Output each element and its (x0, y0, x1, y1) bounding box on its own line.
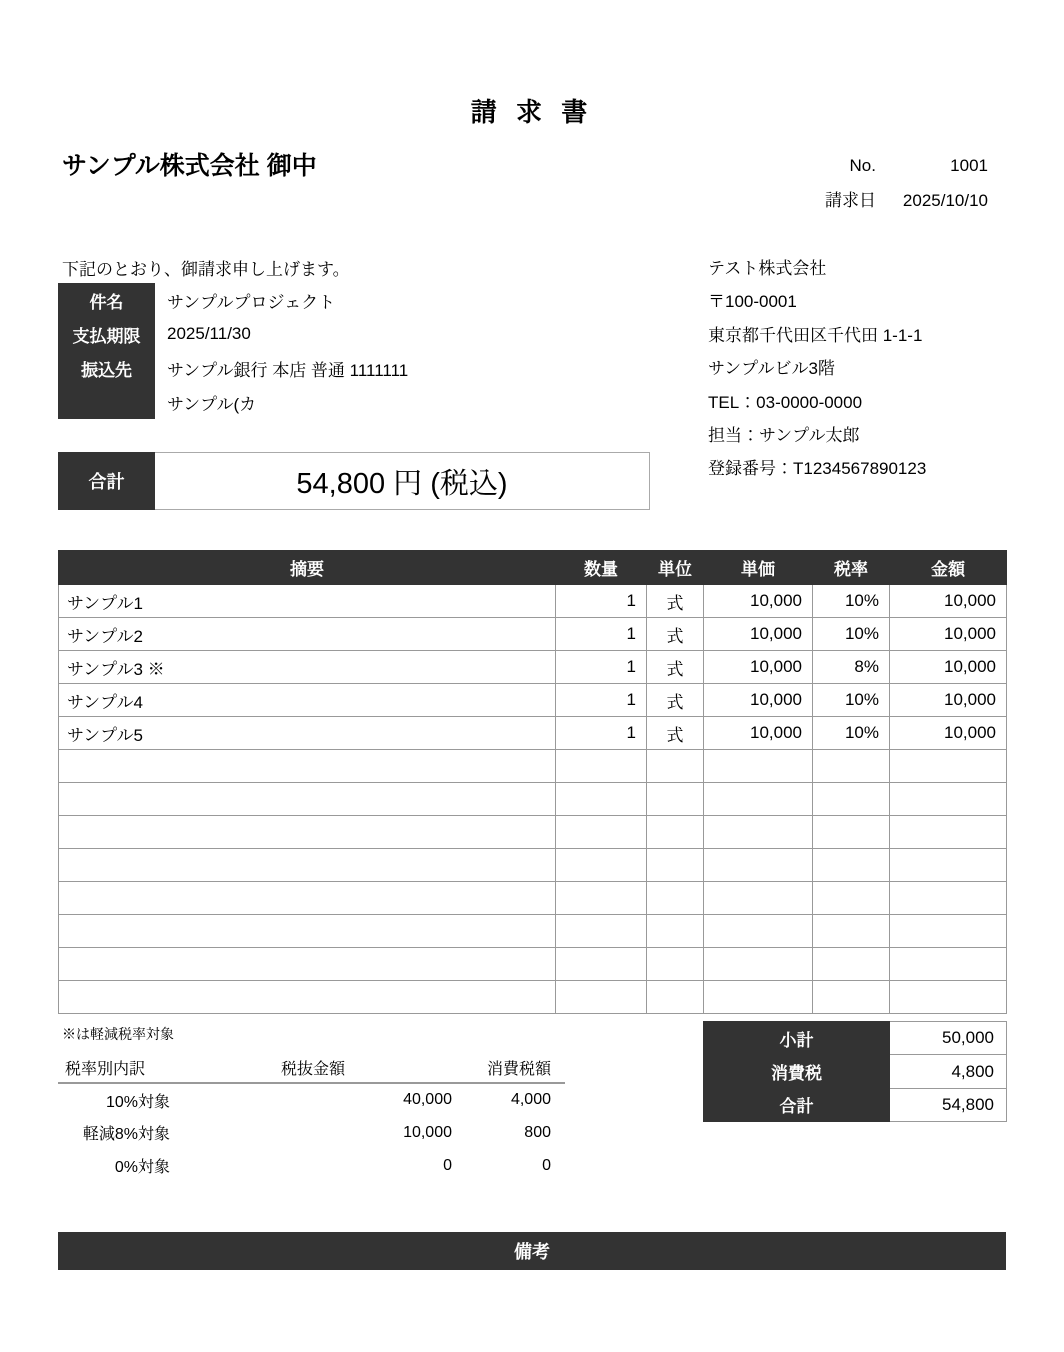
table-row-empty (59, 981, 1007, 1014)
table-cell-empty (890, 981, 1007, 1014)
table-cell-empty (890, 849, 1007, 882)
invoice-no-label: No. (849, 156, 876, 175)
table-cell-empty (890, 915, 1007, 948)
tax-row-reduced-8pct (58, 1116, 565, 1149)
cell-unit-price: 10,000 (704, 684, 813, 717)
tax-breakdown-header-row (58, 1053, 565, 1083)
table-cell-empty (813, 816, 890, 849)
doc-meta (825, 148, 988, 218)
cell-unit-price: 10,000 (704, 618, 813, 651)
invoice-info-table (58, 283, 615, 419)
table-cell-empty (813, 981, 890, 1014)
cell-tax-rate: 10% (813, 684, 890, 717)
table-row-empty (59, 849, 1007, 882)
page-title: 請 求 書 (470, 97, 594, 127)
issuer-contact-person: 担当：サンプル太郎 (708, 425, 860, 445)
table-cell-empty (647, 915, 704, 948)
table-cell-empty (890, 948, 1007, 981)
grand-total-box (58, 452, 650, 510)
consumption-tax-value: 4,800 (890, 1055, 1007, 1088)
summary-row-total (704, 1088, 1007, 1121)
table-cell-empty (556, 948, 647, 981)
cell-tax-rate: 10% (813, 618, 890, 651)
issuer-address-line1: 東京都千代田区千代田 1-1-1 (708, 325, 923, 345)
table-row-empty (59, 783, 1007, 816)
tax-10pct-tax: 4,000 (510, 1091, 551, 1108)
cell-unit: 式 (647, 684, 704, 717)
cell-description: サンプル1 (59, 585, 556, 618)
cell-description: サンプル4 (59, 684, 556, 717)
cell-amount: 10,000 (890, 585, 1007, 618)
table-cell-empty (647, 849, 704, 882)
cell-quantity: 1 (556, 618, 647, 651)
due-date-value: 2025/11/30 (167, 324, 251, 343)
table-cell-empty (556, 816, 647, 849)
table-cell-empty (647, 981, 704, 1014)
table-cell-empty (647, 882, 704, 915)
items-table (58, 550, 1007, 1014)
total-value: 54,800 (890, 1088, 1007, 1121)
tax-amount-header: 消費税額 (456, 1053, 565, 1083)
table-row (59, 618, 1007, 651)
header-amount: 金額 (890, 551, 1007, 585)
tax-10pct-base: 40,000 (403, 1091, 452, 1108)
issuer-company: テスト株式会社 (708, 259, 827, 278)
table-row (59, 717, 1007, 750)
subtotal-value: 50,000 (890, 1022, 1007, 1055)
table-cell-empty (813, 750, 890, 783)
cell-unit: 式 (647, 651, 704, 684)
bank-label-spacer (58, 385, 155, 419)
table-cell-empty (59, 849, 556, 882)
cell-description: サンプル2 (59, 618, 556, 651)
info-row-bank (58, 351, 615, 385)
table-cell-empty (59, 816, 556, 849)
tax-10pct-label: 10%対象 (105, 1093, 170, 1111)
grand-total-label: 合計 (58, 452, 155, 510)
table-cell-empty (704, 882, 813, 915)
cell-tax-rate: 10% (813, 585, 890, 618)
cell-amount: 10,000 (890, 684, 1007, 717)
table-row-empty (59, 948, 1007, 981)
total-label: 合計 (704, 1088, 890, 1121)
tax-0pct-base: 0 (443, 1156, 452, 1174)
header-description: 摘要 (59, 551, 556, 585)
table-cell-empty (556, 915, 647, 948)
recipient-name: サンプル株式会社 御中 (62, 152, 317, 180)
table-cell-empty (556, 981, 647, 1014)
bank-account-holder: サンプル(カ (167, 394, 257, 414)
cell-tax-rate: 8% (813, 651, 890, 684)
summary-row-subtotal (704, 1022, 1007, 1055)
items-table-body (59, 585, 1007, 1014)
issuer-tel: TEL：03-0000-0000 (708, 392, 863, 412)
subject-label: 件名 (58, 283, 155, 317)
table-cell-empty (890, 882, 1007, 915)
cell-quantity: 1 (556, 684, 647, 717)
cell-amount: 10,000 (890, 717, 1007, 750)
table-row (59, 651, 1007, 684)
table-cell-empty (59, 915, 556, 948)
tax-0pct-label: 0%対象 (114, 1159, 170, 1176)
table-cell-empty (704, 948, 813, 981)
due-date-label: 支払期限 (58, 317, 155, 351)
table-cell-empty (556, 783, 647, 816)
table-row-empty (59, 816, 1007, 849)
table-cell-empty (556, 849, 647, 882)
tax-8pct-label: 軽減8%対象 (82, 1126, 170, 1143)
issuer-address-line2: サンプルビル3階 (708, 359, 835, 379)
cell-unit-price: 10,000 (704, 651, 813, 684)
invoice-no-value: 1001 (950, 156, 988, 175)
tax-0pct-tax: 0 (542, 1156, 551, 1174)
cell-amount: 10,000 (890, 618, 1007, 651)
cell-description: サンプル5 (59, 717, 556, 750)
table-cell-empty (647, 783, 704, 816)
table-cell-empty (704, 915, 813, 948)
tax-row-10pct (58, 1083, 565, 1116)
issuer-registration-number: 登録番号：T1234567890123 (708, 459, 927, 479)
remarks-header: 備考 (58, 1232, 1006, 1270)
table-row (59, 585, 1007, 618)
greeting-text: 下記のとおり、御請求申し上げます。 (62, 260, 350, 279)
table-cell-empty (556, 750, 647, 783)
cell-unit: 式 (647, 717, 704, 750)
bank-value: サンプル銀行 本店 普通 1111111 (167, 360, 409, 380)
issuer-block (708, 252, 926, 486)
cell-quantity: 1 (556, 585, 647, 618)
table-row-empty (59, 915, 1007, 948)
tax-breakdown-table (58, 1053, 565, 1182)
issuer-postal-code: 〒100-0001 (708, 292, 797, 312)
table-cell-empty (647, 816, 704, 849)
tax-8pct-base: 10,000 (403, 1123, 452, 1141)
table-cell-empty (647, 948, 704, 981)
cell-amount: 10,000 (890, 651, 1007, 684)
subtotal-label: 小計 (704, 1022, 890, 1055)
header-tax-rate: 税率 (813, 551, 890, 585)
grand-total-value: 54,800 円 (税込) (155, 452, 650, 510)
table-cell-empty (704, 981, 813, 1014)
summary-row-tax (704, 1055, 1007, 1088)
table-row-empty (59, 750, 1007, 783)
table-cell-empty (813, 849, 890, 882)
table-row-empty (59, 882, 1007, 915)
table-cell-empty (813, 882, 890, 915)
cell-unit-price: 10,000 (704, 585, 813, 618)
consumption-tax-label: 消費税 (704, 1055, 890, 1088)
cell-quantity: 1 (556, 651, 647, 684)
tax-breakdown-title: 税率別内訳 (58, 1053, 170, 1083)
tax-row-0pct (58, 1149, 565, 1182)
table-cell-empty (890, 750, 1007, 783)
table-cell-empty (59, 981, 556, 1014)
reduced-tax-note: ※は軽減税率対象 (62, 1026, 174, 1042)
table-cell-empty (704, 849, 813, 882)
table-cell-empty (890, 816, 1007, 849)
table-cell-empty (59, 882, 556, 915)
table-cell-empty (59, 783, 556, 816)
header-quantity: 数量 (556, 551, 647, 585)
table-cell-empty (813, 948, 890, 981)
table-cell-empty (813, 783, 890, 816)
invoice-date-value: 2025/10/10 (902, 191, 988, 210)
tax-exclusive-amount-header: 税抜金額 (170, 1053, 456, 1083)
table-cell-empty (890, 783, 1007, 816)
bank-label: 振込先 (58, 351, 155, 385)
info-row-due-date (58, 317, 615, 351)
header-unit-price: 単価 (704, 551, 813, 585)
table-cell-empty (704, 750, 813, 783)
items-header-row (59, 551, 1007, 585)
table-cell-empty (704, 816, 813, 849)
info-row-subject (58, 283, 615, 317)
cell-tax-rate: 10% (813, 717, 890, 750)
cell-description: サンプル3 ※ (59, 651, 556, 684)
cell-unit-price: 10,000 (704, 717, 813, 750)
subject-value: サンプルプロジェクト (167, 292, 336, 312)
cell-unit: 式 (647, 585, 704, 618)
table-cell-empty (59, 948, 556, 981)
header-unit: 単位 (647, 551, 704, 585)
table-cell-empty (59, 750, 556, 783)
table-cell-empty (704, 783, 813, 816)
table-cell-empty (556, 882, 647, 915)
table-cell-empty (813, 915, 890, 948)
summary-table (703, 1021, 1007, 1122)
tax-8pct-tax: 800 (524, 1123, 551, 1141)
table-cell-empty (647, 750, 704, 783)
cell-quantity: 1 (556, 717, 647, 750)
invoice-date-label: 請求日 (825, 191, 876, 210)
table-row (59, 684, 1007, 717)
info-row-bank2 (58, 385, 615, 419)
cell-unit: 式 (647, 618, 704, 651)
